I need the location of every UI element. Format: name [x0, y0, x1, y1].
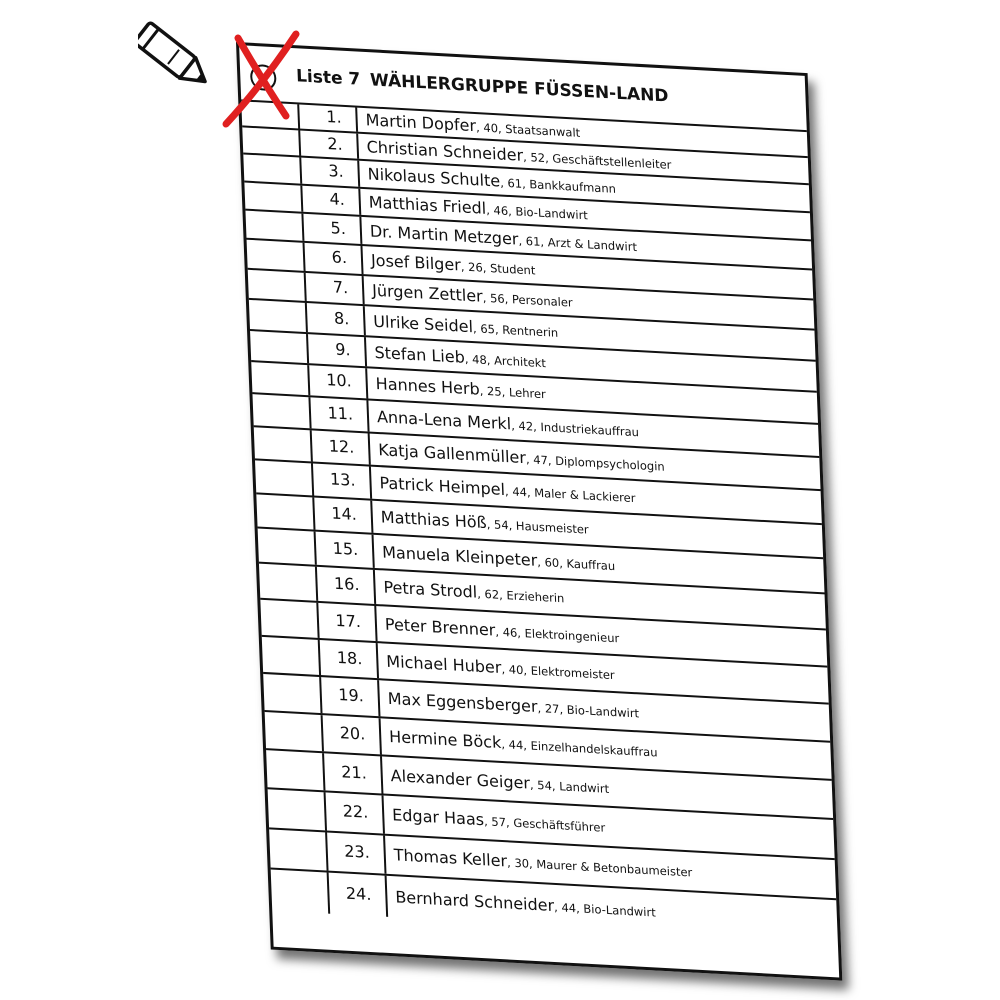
candidate-number-cell: [310, 430, 371, 464]
candidate-details: , 44, Bio-Landwirt: [553, 899, 656, 920]
candidate-details: , 30, Maurer & Betonbaumeister: [506, 855, 693, 880]
candidate-number: 5.: [330, 217, 347, 238]
candidate-entry: [387, 689, 639, 722]
candidate-number-cell: [318, 640, 379, 678]
list-label: Liste 7: [295, 66, 361, 90]
candidate-details: , 57, Geschäftsführer: [483, 814, 606, 835]
candidate-number: 21.: [340, 761, 368, 783]
candidate-details: , 61, Arzt & Landwirt: [518, 233, 638, 254]
candidate-entry: [380, 507, 588, 537]
candidate-number-cell: [324, 792, 385, 833]
candidate-entry: [390, 766, 609, 797]
candidate-entry: [382, 542, 616, 574]
candidate-number-cell: [306, 334, 367, 366]
candidate-vote-box[interactable]: [262, 637, 321, 675]
candidate-details: , 40, Elektromeister: [501, 661, 615, 682]
candidate-entry: [379, 473, 636, 506]
candidate-vote-box[interactable]: [265, 712, 324, 751]
candidate-details: , 61, Bankkaufmann: [499, 175, 617, 196]
candidate-name: Hannes Herb: [375, 373, 481, 399]
candidate-vote-box[interactable]: [251, 362, 310, 395]
candidate-number: 9.: [334, 339, 351, 359]
candidate-number-cell: [307, 365, 368, 398]
candidate-name: Bernhard Schneider: [394, 886, 555, 915]
candidate-name: Michael Huber: [385, 651, 502, 677]
candidate-number: 19.: [337, 684, 365, 706]
candidate-entry: [372, 281, 573, 311]
candidate-name: Christian Schneider: [366, 136, 524, 165]
candidate-number: 2.: [326, 133, 343, 154]
candidate-number: 7.: [332, 277, 349, 298]
candidate-name: Nikolaus Schulte: [367, 164, 501, 191]
candidate-vote-box[interactable]: [259, 564, 318, 601]
candidate-details: , 54, Landwirt: [529, 777, 610, 796]
candidate-details: , 27, Bio-Landwirt: [537, 700, 640, 721]
candidate-details: , 42, Industriekauffrau: [510, 417, 640, 439]
candidate-vote-box[interactable]: [256, 494, 315, 529]
candidate-vote-box[interactable]: [252, 394, 311, 428]
candidate-details: , 54, Hausmeister: [486, 517, 589, 537]
candidate-details: , 60, Kauffrau: [536, 554, 616, 573]
candidate-details: , 62, Erzieherin: [476, 586, 565, 606]
candidate-entry: [385, 614, 620, 646]
candidate-number-cell: [319, 677, 380, 716]
candidate-name: Hermine Böck: [388, 726, 502, 753]
candidate-number: 22.: [342, 801, 369, 822]
candidate-number: 13.: [329, 469, 356, 490]
candidate-number: 4.: [329, 189, 346, 210]
candidate-vote-box[interactable]: [248, 270, 307, 301]
candidate-entry: [395, 887, 656, 920]
candidate-number-cell: [325, 832, 386, 873]
candidate-name: Stefan Lieb: [374, 342, 466, 367]
candidate-vote-box[interactable]: [255, 460, 314, 495]
ballot-paper: [236, 42, 842, 981]
candidate-vote-box[interactable]: [243, 154, 302, 183]
candidate-number: 16.: [333, 573, 360, 595]
candidate-number-cell: [315, 567, 376, 604]
candidate-number-cell: [312, 497, 373, 532]
candidate-name: Dr. Martin Metzger: [369, 221, 519, 249]
candidate-vote-box[interactable]: [249, 300, 308, 332]
candidate-details: , 44, Maler & Lackierer: [504, 484, 636, 506]
candidate-vote-box[interactable]: [266, 750, 325, 790]
candidate-vote-box[interactable]: [268, 789, 327, 830]
candidate-name: Max Eggensberger: [387, 688, 538, 717]
candidate-details: , 52, Geschäftstellenleiter: [522, 149, 672, 172]
candidate-name: Peter Brenner: [384, 614, 496, 640]
candidate-number-cell: [305, 303, 366, 335]
candidate-name: Manuela Kleinpeter: [381, 541, 538, 570]
candidate-number: 17.: [335, 610, 362, 631]
candidate-entry: [375, 374, 546, 402]
candidate-number: 14.: [330, 503, 358, 524]
candidate-details: , 46, Elektroingenieur: [495, 624, 620, 645]
candidate-name: Thomas Keller: [393, 845, 508, 871]
candidate-name: Anna-Lena Merkl: [376, 406, 512, 433]
candidate-number: 1.: [325, 106, 342, 127]
candidate-entry: [386, 651, 615, 682]
candidate-details: , 44, Einzelhandelskauffrau: [501, 737, 658, 760]
candidate-name: Petra Strodl: [383, 577, 478, 602]
candidate-number: 18.: [336, 647, 363, 668]
candidate-entry: [374, 342, 546, 370]
pencil-icon: [138, 8, 228, 88]
candidate-entry: [393, 845, 692, 880]
candidate-name: Matthias Friedl: [368, 192, 487, 218]
candidate-number: 10.: [325, 370, 353, 391]
candidate-entry: [389, 727, 658, 761]
candidate-number: 8.: [333, 307, 350, 328]
candidate-vote-box[interactable]: [260, 600, 319, 638]
candidate-name: Matthias Höß: [380, 507, 487, 533]
candidate-number-cell: [316, 603, 377, 641]
candidate-number: 20.: [339, 723, 366, 744]
candidate-number-cell: [300, 186, 361, 215]
candidate-vote-box[interactable]: [254, 427, 313, 461]
party-name: WÄHLERGRUPPE FÜSSEN-LAND: [369, 70, 669, 107]
candidate-details: , 47, Diplompsychologin: [525, 451, 665, 474]
candidate-details: , 56, Personaler: [482, 290, 573, 310]
candidate-vote-box[interactable]: [258, 529, 317, 565]
candidate-number-cell: [311, 463, 372, 498]
candidate-vote-box[interactable]: [271, 869, 331, 913]
candidate-number-cell: [301, 214, 362, 244]
candidate-number: 6.: [331, 247, 348, 268]
candidate-number-cell: [321, 715, 382, 754]
candidate-number: 3.: [328, 161, 345, 181]
candidate-details: , 48, Architekt: [464, 351, 547, 370]
candidate-number: 12.: [328, 435, 355, 457]
candidate-name: Ulrike Seidel: [372, 311, 474, 336]
candidate-number: 15.: [332, 538, 359, 559]
candidate-number-cell: [298, 130, 359, 158]
candidate-name: Alexander Geiger: [390, 765, 531, 793]
candidate-entry: [383, 578, 564, 607]
candidate-details: , 25, Lehrer: [479, 383, 547, 402]
candidate-number-cell: [299, 158, 360, 187]
candidate-number-cell: [314, 532, 375, 568]
candidate-vote-box[interactable]: [269, 829, 328, 870]
candidate-vote-box[interactable]: [247, 240, 306, 271]
candidate-details: , 46, Bio-Landwirt: [485, 202, 589, 223]
candidate-number-cell: [308, 397, 369, 431]
candidate-vote-box[interactable]: [245, 211, 304, 241]
candidate-vote-box[interactable]: [244, 183, 303, 212]
candidate-entry: [392, 805, 606, 836]
candidate-name: Jürgen Zettler: [371, 280, 484, 306]
candidate-number-cell: [304, 273, 365, 304]
red-x-mark-icon: [218, 24, 308, 134]
candidate-list: [241, 101, 838, 941]
candidate-name: Patrick Heimpel: [379, 473, 506, 500]
candidate-number-cell: [327, 873, 389, 917]
candidate-name: Martin Dopfer: [365, 110, 477, 136]
candidate-number: 23.: [343, 841, 371, 862]
candidate-entry: [371, 251, 536, 279]
candidate-name: Edgar Haas: [391, 805, 485, 830]
candidate-number: 11.: [327, 402, 354, 424]
candidate-number-cell: [303, 243, 364, 274]
candidate-details: , 40, Staatsanwalt: [475, 120, 581, 140]
candidate-number: 24.: [345, 883, 372, 904]
candidate-number-cell: [322, 753, 383, 793]
candidate-details: , 26, Student: [460, 259, 536, 278]
candidate-vote-box[interactable]: [250, 331, 309, 363]
candidate-details: , 65, Rentnerin: [472, 320, 559, 340]
candidate-name: Josef Bilger: [370, 250, 462, 275]
candidate-vote-box[interactable]: [263, 674, 322, 713]
candidate-entry: [373, 311, 558, 340]
candidate-name: Katja Gallenmüller: [377, 439, 527, 467]
